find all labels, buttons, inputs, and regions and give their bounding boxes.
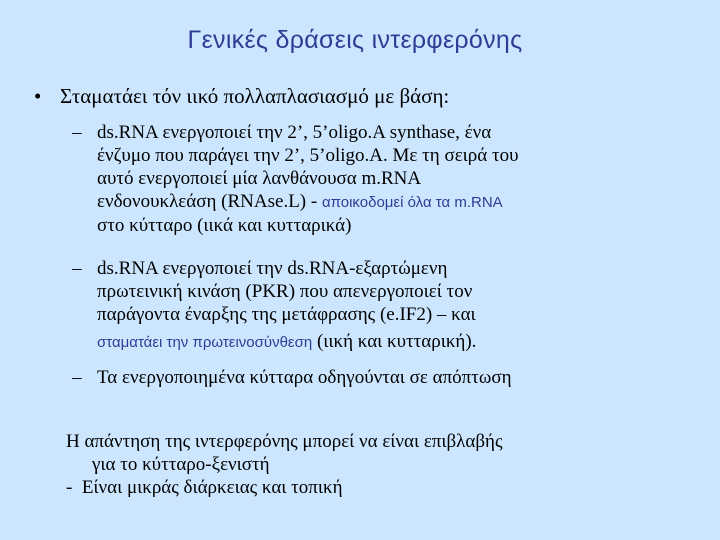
sub-bullet-line: ds.RNA ενεργοποιεί την ds.RNA-εξαρτώμενη <box>97 258 448 279</box>
sub-bullet-pkr <box>72 257 476 354</box>
sub-bullet-text: (ιική και κυτταρική). <box>312 331 477 352</box>
sub-bullet-line: παράγοντα έναρξης της μετάφρασης (e.IF2) – και <box>97 304 476 325</box>
slide-title: Γενικές δράσεις ιντερφερόνης <box>187 26 523 54</box>
response-text: Είναι μικράς διάρκειας και τοπική <box>81 477 343 498</box>
sub-bullet-line <box>72 330 476 354</box>
bullet-dot: • <box>34 84 42 108</box>
sub-bullet-line: πρωτεινική κινάση (PKR) που απενεργοποιεί τον <box>97 281 473 302</box>
sub-bullet-dash: – <box>72 367 82 388</box>
sub-bullet-line <box>72 190 519 214</box>
sub-bullet-apoptosis <box>72 366 512 389</box>
sub-bullet-text: ενδονουκλεάση (RNAse.L) - <box>97 191 322 212</box>
response-dash: - <box>66 477 73 498</box>
sub-bullet-line: αυτό ενεργοποιεί μία λανθάνουσα m.RNA <box>97 168 422 189</box>
response-line: για το κύτταρο-ξενιστή <box>92 454 270 475</box>
response-paragraph <box>66 430 502 499</box>
sub-bullet-dash: – <box>72 258 82 279</box>
sub-bullet-line: στο κύτταρο (ιικά και κυτταρικά) <box>97 215 352 236</box>
sub-bullet-line: ένζυμο που παράγει την 2’, 5’oligo.A. Με τη σειρά του <box>97 145 519 166</box>
main-bullet-text: Σταματάει τόν ιικό πολλαπλασιασμό με βάση: <box>60 84 450 108</box>
highlight-text: αποικοδομεί όλα τα m.RNA <box>321 194 503 211</box>
sub-bullet-dash: – <box>72 122 82 143</box>
main-bullet <box>34 84 449 109</box>
sub-bullet-line: Τα ενεργοποιημένα κύτταρα οδηγούνται σε απόπτωση <box>97 367 512 388</box>
response-line: Η απάντηση της ιντερφερόνης μπορεί να είναι επιβλαβής <box>66 431 503 452</box>
sub-bullet-line: ds.RNA ενεργοποιεί την 2’, 5’oligo.A synthase, ένα <box>97 122 492 143</box>
response-line <box>66 476 502 499</box>
highlight-text: σταματάει την πρωτεινοσύνθεση <box>97 334 313 351</box>
sub-bullet-rnase <box>72 121 519 237</box>
